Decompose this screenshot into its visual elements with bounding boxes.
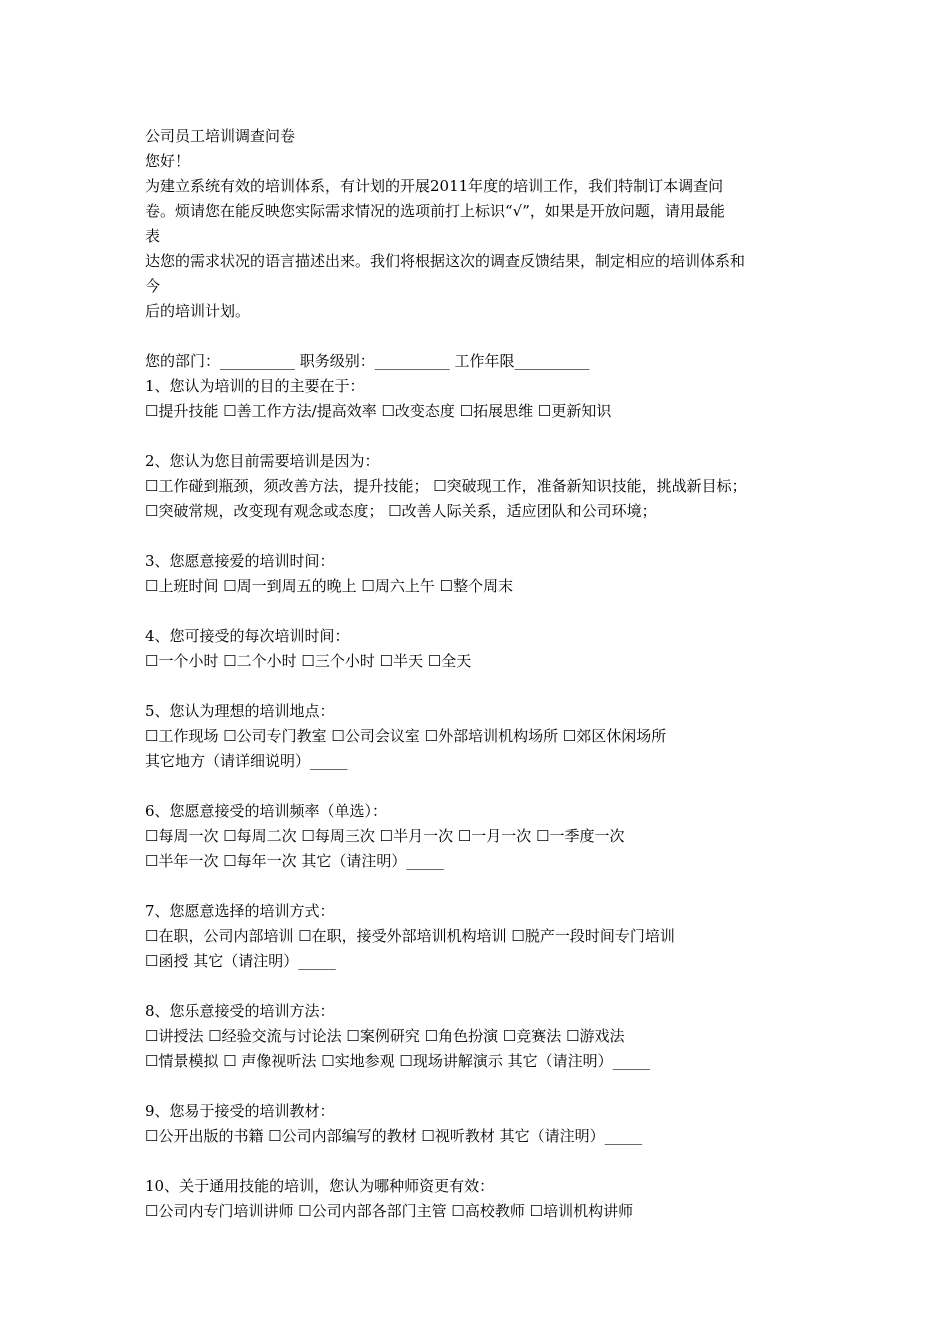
question-7-options[interactable]: ☐函授 其它（请注明）_____ (145, 952, 336, 970)
question-10-options[interactable]: ☐公司内专门培训讲师 ☐公司内部各部门主管 ☐高校教师 ☐培训机构讲师 (145, 1202, 634, 1220)
question-2-options[interactable]: ☐突破常规，改变现有观念或态度； ☐改善人际关系，适应团队和公司环境； (145, 502, 657, 520)
spacer (145, 674, 815, 699)
question-5-options[interactable]: ☐工作现场 ☐公司专门教室 ☐公司会议室 ☐外部培训机构场所 ☐郊区休闲场所 (145, 727, 667, 745)
intro-line: 卷。烦请您在能反映您实际需求情况的选项前打上标识“√”，如果是开放问题，请用最能 (145, 202, 725, 220)
question-10: 10、关于通用技能的培训，您认为哪种师资更有效： (145, 1177, 495, 1195)
question-1-options[interactable]: ☐提升技能 ☐善工作方法/提高效率 ☐改变态度 ☐拓展思维 ☐更新知识 (145, 402, 612, 420)
spacer (145, 874, 815, 899)
question-8-options[interactable]: ☐讲授法 ☐经验交流与讨论法 ☐案例研究 ☐角色扮演 ☐竞赛法 ☐游戏法 (145, 1027, 625, 1045)
question-9-options[interactable]: ☐公开出版的书籍 ☐公司内部编写的教材 ☐视听教材 其它（请注明）_____ (145, 1127, 643, 1145)
question-3-options[interactable]: ☐上班时间 ☐周一到周五的晚上 ☐周六上午 ☐整个周末 (145, 577, 514, 595)
question-7: 7、您愿意选择的培训方式： (145, 902, 335, 920)
question-4-options[interactable]: ☐一个小时 ☐二个小时 ☐三个小时 ☐半天 ☐全天 (145, 652, 472, 670)
spacer (145, 599, 815, 624)
question-2: 2、您认为您目前需要培训是因为： (145, 452, 380, 470)
question-8: 8、您乐意接受的培训方法： (145, 1002, 335, 1020)
question-5: 5、您认为理想的培训地点： (145, 702, 335, 720)
question-2-options[interactable]: ☐工作碰到瓶颈，须改善方法，提升技能； ☐突破现工作，准备新知识技能，挑战新目标； (145, 477, 747, 495)
intro-line: 后的培训计划。 (145, 302, 251, 320)
greeting: 您好！ (145, 152, 191, 170)
spacer (145, 974, 815, 999)
question-6-options[interactable]: ☐每周一次 ☐每周二次 ☐每周三次 ☐半月一次 ☐一月一次 ☐一季度一次 (145, 827, 625, 845)
spacer (145, 1074, 815, 1099)
question-6-options[interactable]: ☐半年一次 ☐每年一次 其它（请注明）_____ (145, 852, 444, 870)
question-7-options[interactable]: ☐在职，公司内部培训 ☐在职，接受外部培训机构培训 ☐脱产一段时间专门培训 (145, 927, 675, 945)
document-title: 公司员工培训调查问卷 (145, 127, 296, 145)
question-3: 3、您愿意接爱的培训时间： (145, 552, 335, 570)
spacer (145, 1149, 815, 1174)
respondent-info-line[interactable]: 您的部门：__________ 职务级别：__________ 工作年限__________ (145, 352, 590, 370)
intro-line: 达您的需求状况的语言描述出来。我们将根据这次的调查反馈结果，制定相应的培训体系和 (145, 252, 746, 270)
spacer (145, 424, 815, 449)
spacer (145, 774, 815, 799)
question-6: 6、您愿意接受的培训频率（单选）： (145, 802, 388, 820)
intro-line: 表 (145, 227, 161, 245)
question-5-options[interactable]: 其它地方（请详细说明）_____ (145, 752, 348, 770)
question-4: 4、您可接受的每次培训时间： (145, 627, 350, 645)
question-1: 1、您认为培训的目的主要在于： (145, 377, 365, 395)
document-body (145, 124, 815, 1224)
question-8-options[interactable]: ☐情景模拟 ☐ 声像视听法 ☐实地参观 ☐现场讲解演示 其它（请注明）_____ (145, 1052, 651, 1070)
spacer (145, 524, 815, 549)
spacer (145, 324, 815, 349)
intro-line: 今 (145, 277, 161, 295)
question-9: 9、您易于接受的培训教材： (145, 1102, 335, 1120)
intro-line: 为建立系统有效的培训体系，有计划的开展2011年度的培训工作，我们特制订本调查问 (145, 177, 724, 195)
